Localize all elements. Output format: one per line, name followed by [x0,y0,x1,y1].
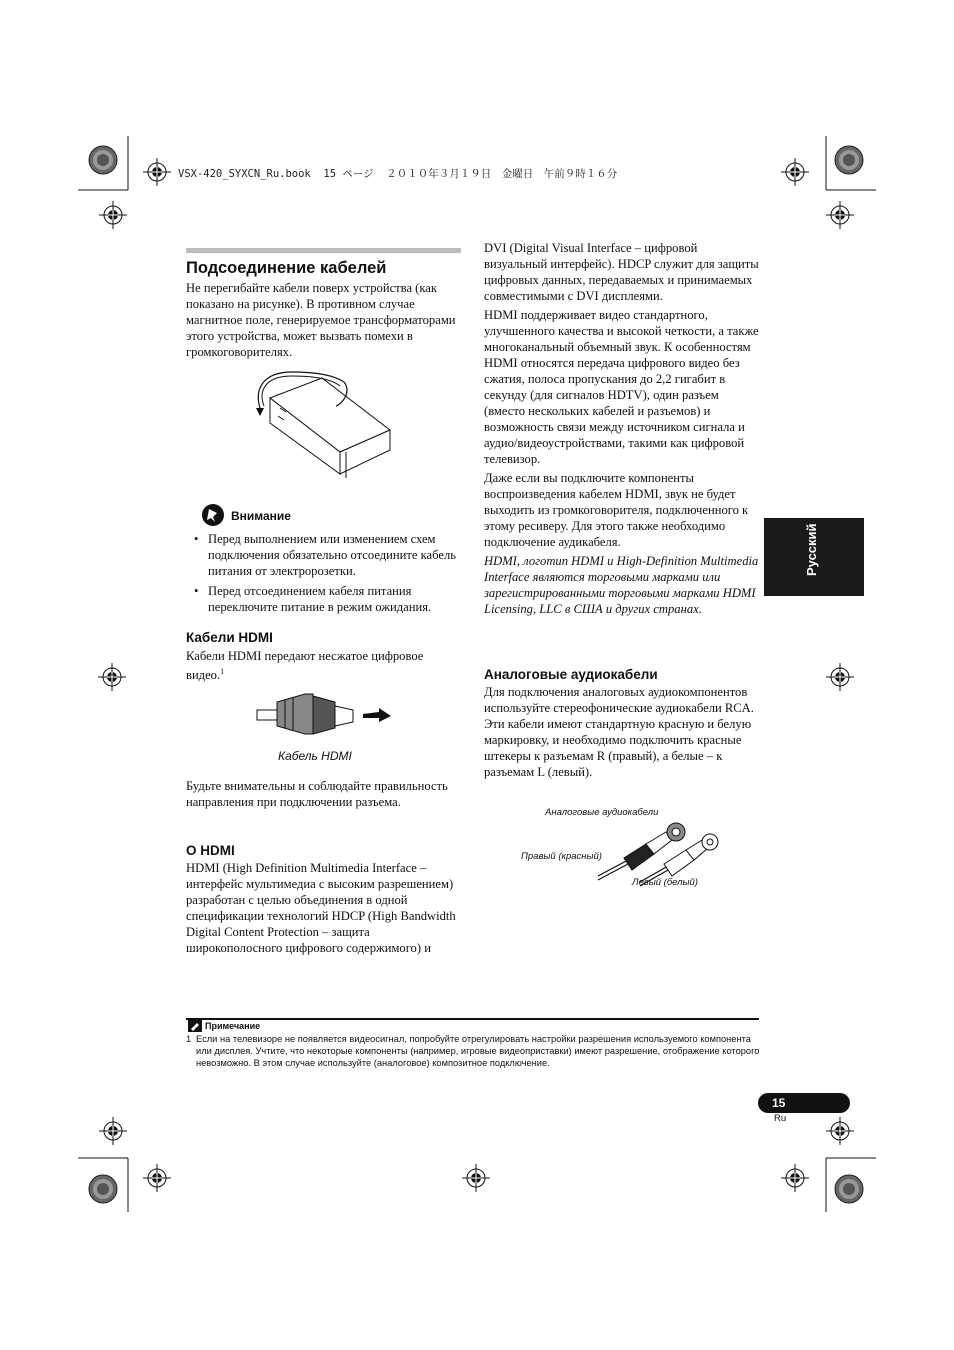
intro-paragraph: Не перегибайте кабели поверх устройства (как показано на рисунке). В противном случае магнитное поле, генерируемое трансформаторами этого устройства, может вызвать помехи в громкоговорителях. [186,281,456,359]
section-bar [186,248,461,253]
dvi-paragraph: DVI (Digital Visual Interface – цифровой визуальный интерфейс). HDCP служит для защиты цифровых данных, передаваемых и принимаемых совместимыми с DVI дисплеями. [484,241,759,303]
hdmi-cables-heading: Кабели HDMI [186,630,273,645]
analog-heading: Аналоговые аудиокабели [484,667,658,682]
language-tab: Русский [764,518,864,596]
page-number: 15 [772,1096,786,1110]
hdmi-cables-paragraph: Кабели HDMI передают несжатое цифровое видео.$^1$ [186,649,424,683]
hdmi-figure-caption: Кабель HDMI [278,749,352,763]
note-title: Примечание [205,1021,261,1031]
about-hdmi-paragraph: HDMI (High Definition Multimedia Interface – интерфейс мультимедиа с высоким разрешением) разработан с целью объединения в одной спецификации технологий HDCP (High Bandwidth Digital Content Protection – защита широкополосного цифрового содержимого) и [186,861,456,955]
about-hdmi-heading: О HDMI [186,843,235,858]
hdmi-after-paragraph: Будьте внимательны и соблюдайте правильность направления при подключении разъема. [186,779,448,809]
caution-title: Внимание [231,509,291,523]
analog-left-label: Левый (белый) [632,877,698,888]
list-item: • Перед выполнением или изменением схем подключения обязательно отсоедините кабель питания от электророзетки. [186,531,464,579]
analog-paragraph: Для подключения аналоговых аудиокомпонентов используйте стереофонические аудиокабели RCA. Эти кабели имеют стандартную красную и белую маркировку, и необходимо подключить красные штекеры к разъемам R (правый), а белые – к разъемам L (левый). [484,685,754,779]
caution-icon [201,503,225,527]
analog-figure-title: Аналоговые аудиокабели [545,807,659,818]
hdmi-features-paragraph: HDMI поддерживает видео стандартного, улучшенного качества и высокой четкости, а также многоканальный объемный звук. К особенностям HDMI относятся передача цифрового видео без сжатия, полоса пропускания до 2,2 гигабит в секунду (для сигналов HDTV), один разъем (вместо нескольких кабелей и разъемов) и возможность связи между источником сигнала и аудио/видеоустройствами, такими как цифровой телевизор. [484,308,759,466]
hdmi-audio-paragraph: Даже если вы подключите компоненты воспроизведения кабелем HDMI, звук не будет выходить из громкоговорителя, подключенного к этому ресиверу. Для этого также необходимо подключение аудикабеля. [484,471,749,549]
language-code: Ru [774,1113,787,1124]
list-item: • Перед отсоединением кабеля питания переключите питание в режим ожидания. [186,583,464,615]
section-title: Подсоединение кабелей [186,259,387,277]
trademark-paragraph: HDMI, логотип HDMI и High-Definition Multimedia Interface являются торговыми марками или зарегистрированными торговыми марками HDMI Licensing, LLC в США и других странах. [484,554,759,616]
note-number: 1 [186,1034,192,1044]
footnote-ref: 1 [220,667,225,676]
note-icon [188,1020,202,1032]
hdmi-cable-illustration [255,688,395,740]
analog-right-label: Правый (красный) [521,851,602,862]
note-divider [186,1018,759,1020]
right-column [484,240,760,617]
page-number-badge [758,1093,850,1113]
note-text: Если на телевизоре не появляется видеосигнал, попробуйте отрегулировать настройки разрешения используемого компонента или дисплея. Учтите, что некоторые компоненты (например, игровые видеоприставки) имеют разрешение, отображение которого невозможно. В этом случае используйте (аналоговое) композитное подключение. [196,1034,760,1068]
cable-over-unit-illustration [252,368,394,480]
caution-list [186,531,464,619]
print-file-info: VSX-420_SYXCN_Ru.book 15 ページ ２０１０年３月１９日 金曜日 午前９時１６分 [178,168,618,180]
